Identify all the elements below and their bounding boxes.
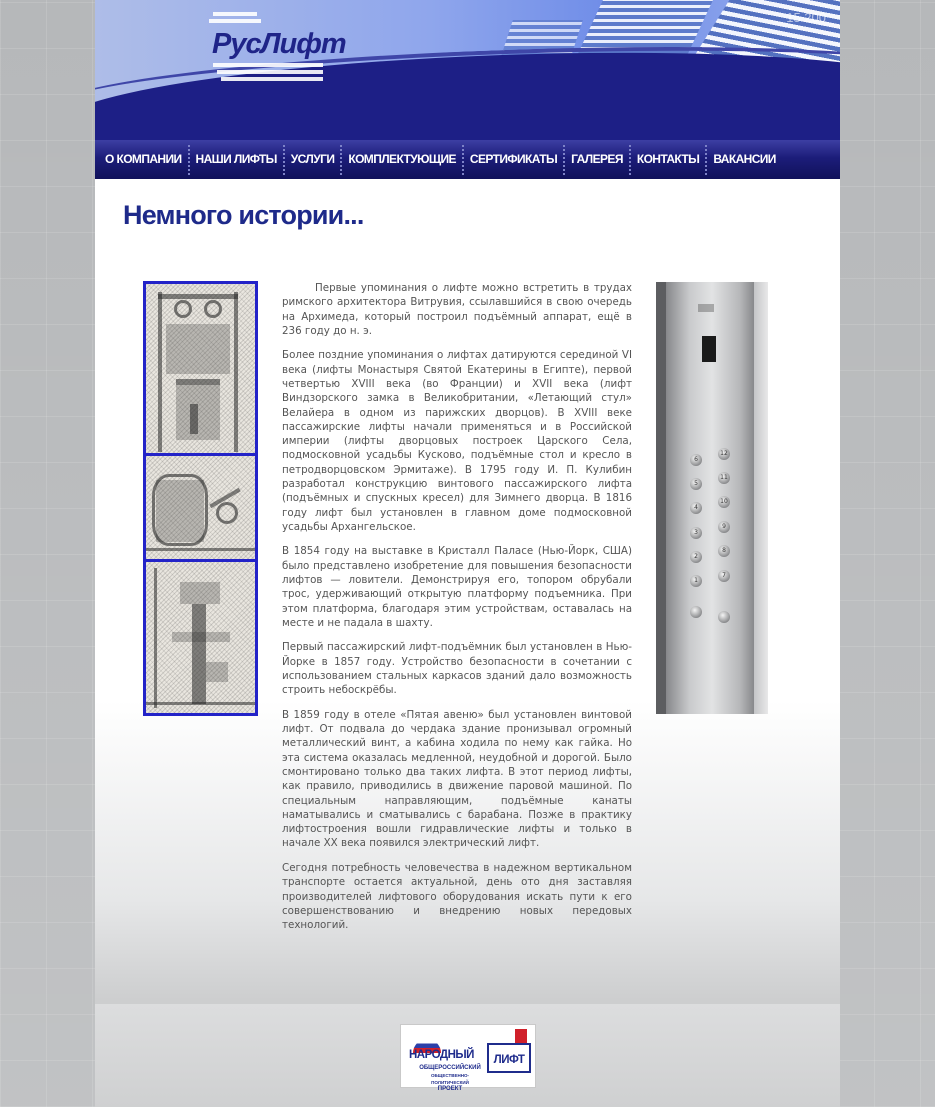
article-paragraph: Более поздние упоминания о лифтах датируются серединой VI века (лифты Монастыря Святой Екатерины в Египте), первой четвертью XVIII века (во Франции) и XVII века (лифт Виндзорского замка в Великобритании, «Летающий стул» Велайера в одном из парижских дворцов). В XVIII веке пассажирские лифты начали применяться и в Российской империи (лифты дворцовых построек Царского Села, подмосковной усадьбы Кусково, подъёмные стол и кресло в петродворцовском Эрмитаже). В 1795 году И. П. Кулибин разработал конструкцию винтового пассажирского лифта (подъёмных и спускных кресел) для Зимнего дворца. В 1816 году лифт был установлен в главном доме подмосковной усадьбы Архангельское. (282, 349, 632, 533)
nav-item-gallery[interactable]: ГАЛЕРЕЯ (571, 152, 623, 166)
site-logo[interactable]: РусЛифт (212, 28, 346, 60)
partner-subtitle: ОБЩЕРОССИЙСКИЙ ОБЩЕСТВЕННО-ПОЛИТИЧЕСКИЙ ПРОЕКТ (419, 1065, 481, 1092)
nav-item-about[interactable]: О КОМПАНИИ (105, 152, 182, 166)
nav-item-components[interactable]: КОМПЛЕКТУЮЩИЕ (348, 152, 456, 166)
panel-button: 2 (690, 551, 702, 563)
page-title: Немного истории... (123, 200, 364, 230)
panel-button: 12 (718, 448, 730, 460)
engraving-drum-winch (146, 456, 255, 562)
panel-button: 8 (718, 545, 730, 557)
nav-item-services[interactable]: УСЛУГИ (290, 152, 335, 166)
partner-lift-label: ЛИФТ (487, 1043, 531, 1073)
partner-title: НАРОДНЫЙ (409, 1049, 474, 1061)
panel-alarm-button (690, 606, 702, 618)
panel-button: 10 (718, 496, 730, 508)
nav-item-lifts[interactable]: НАШИ ЛИФТЫ (195, 152, 277, 166)
nav-item-certificates[interactable]: СЕРТИФИКАТЫ (469, 152, 558, 166)
floor-display (702, 336, 716, 362)
banner-watermark: 15 200 (786, 10, 826, 25)
header-banner (95, 0, 840, 140)
panel-button: 4 (690, 502, 702, 514)
panel-button: 11 (718, 472, 730, 484)
panel-bell-button (718, 611, 730, 623)
main-nav (95, 140, 840, 179)
nav-item-contacts[interactable]: КОНТАКТЫ (636, 152, 700, 166)
article-paragraph: Сегодня потребность человечества в надежном вертикальном транспорте остается актуальной, день ото дня заставляя производителей лифтового оборудования искать пути к его совершенствованию и внедрению новых передовых технологий. (282, 861, 632, 932)
panel-button: 5 (690, 478, 702, 490)
panel-button: 3 (690, 527, 702, 539)
article-paragraph: В 1854 году на выставке в Кристалл Паласе (Нью-Йорк, США) было представлено изобретение для повышения безопасности лифтов — ловители. Демонстрируя его, топором обрубали трос, удерживающий открытую платформу подъемника. При этом платформа, благодаря этим устройствам, оставалась на месте и не падала в шахту. (282, 545, 632, 629)
history-article (282, 281, 632, 943)
panel-logo-icon (698, 304, 714, 312)
partner-accent-icon (515, 1029, 527, 1043)
partner-banner-narodny-lift[interactable] (400, 1024, 536, 1092)
nav-item-vacancies[interactable]: ВАКАНСИИ (713, 152, 776, 166)
panel-button: 1 (690, 575, 702, 587)
elevator-panel-image (656, 282, 768, 714)
panel-button: 9 (718, 521, 730, 533)
panel-button: 7 (718, 570, 730, 582)
article-paragraph: Первые упоминания о лифте можно встретить в трудах римского архитектора Витрувия, ссылавшийся в свою очередь на Архимеда, который построил подъёмный аппарат, ещё в 236 году до н. э. (282, 282, 632, 337)
article-paragraph: В 1859 году в отеле «Пятая авеню» был установлен винтовой лифт. От подвала до чердака здание пронизывал огромный металлический винт, а кабина ходила по нему как гайка. Но эта система оказалась медленной, неудобной и дорогой. Было смонтировано только два таких лифта. В этот период лифты, как правило, приводились в движение паровой машиной. По специальным направляющим, подъёмные канаты наматывались и сматывались с барабана. Позже в практику лифтостроения вошли гидравлические лифты и только в начале XX века появился электрический лифт. (282, 708, 632, 850)
engraving-elevator-shaft (146, 284, 255, 456)
page-container (95, 0, 840, 1107)
article-paragraph: Первый пассажирский лифт-подъёмник был установлен в Нью-Йорке в 1857 году. Устройство безопасности в сочетании с использованием стальных каркасов зданий дало возможность строить небоскрёбы. (282, 641, 632, 697)
panel-button: 6 (690, 454, 702, 466)
history-engravings-image (143, 281, 258, 716)
engraving-hydraulic-lift (146, 562, 255, 713)
